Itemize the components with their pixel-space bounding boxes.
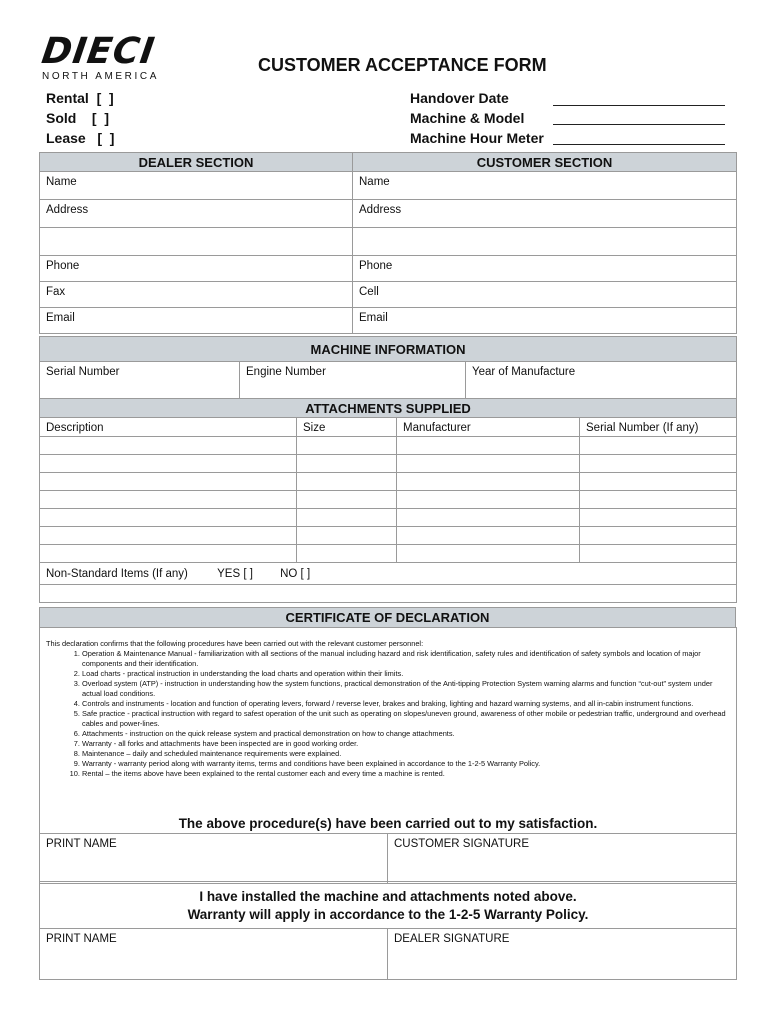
attachment-row: [40, 509, 737, 527]
non-standard-items-label: Non-Standard Items (If any): [46, 568, 188, 580]
hour-meter-label: Machine Hour Meter: [410, 130, 544, 146]
non-standard-items-details[interactable]: [40, 585, 737, 603]
dealer-name-field[interactable]: Name: [40, 172, 353, 200]
customer-address-line2[interactable]: [353, 228, 737, 256]
attachment-row: [40, 491, 737, 509]
attachment-cell[interactable]: [580, 455, 737, 473]
option-lease[interactable]: Lease [ ]: [46, 130, 115, 146]
dealer-customer-table: [39, 152, 737, 334]
logo-brand: DIECI: [39, 31, 158, 72]
attachment-cell[interactable]: [397, 437, 580, 455]
non-standard-no[interactable]: NO [ ]: [280, 568, 311, 580]
machine-info-header: MACHINE INFORMATION: [40, 337, 737, 362]
certificate-item: 9. Warranty - warranty period along with warranty items, terms and conditions have been explained in accordance to the 1-2-5 Warranty Policy.: [82, 759, 730, 769]
customer-name-field[interactable]: Name: [353, 172, 737, 200]
attachment-cell[interactable]: [297, 527, 397, 545]
attachment-cell[interactable]: [580, 509, 737, 527]
handover-date-line[interactable]: [553, 105, 725, 106]
attachment-row: [40, 437, 737, 455]
attachment-cell[interactable]: [397, 527, 580, 545]
dealer-ack-statement-1: I have installed the machine and attachments noted above.: [199, 889, 577, 904]
attachments-header: ATTACHMENTS SUPPLIED: [40, 399, 737, 418]
attachments-serial-header: Serial Number (If any): [580, 418, 737, 437]
dealer-signature-field[interactable]: DEALER SIGNATURE: [388, 929, 737, 980]
attachment-cell[interactable]: [40, 527, 297, 545]
non-standard-items-row: [40, 563, 737, 585]
form-title: CUSTOMER ACCEPTANCE FORM: [258, 55, 547, 75]
attachment-cell[interactable]: [40, 509, 297, 527]
certificate-item: 7. Warranty - all forks and attachments have been inspected are in good working order.: [82, 739, 730, 749]
attachment-cell[interactable]: [297, 491, 397, 509]
attachment-row: [40, 473, 737, 491]
customer-email-field[interactable]: Email: [353, 308, 737, 334]
attachment-cell[interactable]: [40, 473, 297, 491]
attachment-cell[interactable]: [397, 473, 580, 491]
option-rental[interactable]: Rental [ ]: [46, 90, 114, 106]
attachment-cell[interactable]: [297, 473, 397, 491]
attachment-row: [40, 527, 737, 545]
non-standard-yes[interactable]: YES [ ]: [217, 568, 253, 580]
dealer-address-field[interactable]: Address: [40, 200, 353, 228]
certificate-table: [39, 607, 736, 628]
certificate-list: [46, 649, 730, 779]
attachments-manufacturer-header: Manufacturer: [397, 418, 580, 437]
attachments-description-header: Description: [40, 418, 297, 437]
attachment-cell[interactable]: [40, 455, 297, 473]
customer-signature-field[interactable]: CUSTOMER SIGNATURE: [388, 834, 737, 884]
certificate-item: 2. Load charts - practical instruction in understanding the load charts and operation within their limits.: [82, 669, 730, 679]
certificate-item: 5. Safe practice - practical instruction with regard to safest operation of the unit such as operating on slopes/uneven ground, awareness of other mobile or pedestrian traffic, underground and overhead cables and power-lines.: [82, 709, 730, 729]
attachment-cell[interactable]: [397, 545, 580, 563]
customer-section-header: CUSTOMER SECTION: [353, 153, 737, 172]
attachment-cell[interactable]: [397, 509, 580, 527]
attachment-cell[interactable]: [580, 491, 737, 509]
attachment-row: [40, 545, 737, 563]
attachment-cell[interactable]: [297, 437, 397, 455]
attachment-cell[interactable]: [580, 545, 737, 563]
attachment-cell[interactable]: [297, 509, 397, 527]
dealer-email-field[interactable]: Email: [40, 308, 353, 334]
certificate-item: 10. Rental – the items above have been explained to the rental customer each and every time a machine is rented.: [82, 769, 730, 779]
certificate-item: 1. Operation & Maintenance Manual - familiarization with all sections of the manual including hazard and risk identification, safety rules and identification of safety symbols and location of major components and their identification.: [82, 649, 730, 669]
certificate-intro: This declaration confirms that the following procedures have been carried out with the relevant customer personnel:: [46, 639, 424, 648]
customer-phone-field[interactable]: Phone: [353, 256, 737, 282]
serial-number-field[interactable]: Serial Number: [40, 362, 240, 399]
attachment-cell[interactable]: [297, 455, 397, 473]
certificate-item: 6. Attachments - instruction on the quick release system and practical demonstration on how to change attachments.: [82, 729, 730, 739]
attachment-cell[interactable]: [397, 491, 580, 509]
dealer-signature-table: [39, 928, 737, 980]
dealer-ack-statement-2: Warranty will apply in accordance to the 1-2-5 Warranty Policy.: [187, 907, 589, 922]
attachment-cell[interactable]: [40, 491, 297, 509]
dieci-logo: [39, 31, 172, 82]
option-sold[interactable]: Sold [ ]: [46, 110, 109, 126]
dealer-fax-field[interactable]: Fax: [40, 282, 353, 308]
attachment-cell[interactable]: [297, 545, 397, 563]
logo-subtitle: NORTH AMERICA: [42, 71, 159, 82]
dealer-phone-field[interactable]: Phone: [40, 256, 353, 282]
machine-model-line[interactable]: [553, 124, 725, 125]
attachment-cell[interactable]: [40, 545, 297, 563]
attachment-cell[interactable]: [580, 527, 737, 545]
dealer-section-header: DEALER SECTION: [40, 153, 353, 172]
attachment-row: [40, 455, 737, 473]
machine-info-table: [39, 336, 737, 399]
attachment-cell[interactable]: [397, 455, 580, 473]
certificate-header: CERTIFICATE OF DECLARATION: [40, 608, 736, 628]
handover-date-label: Handover Date: [410, 90, 509, 106]
attachment-cell[interactable]: [580, 437, 737, 455]
certificate-item: 4. Controls and instruments - location and function of operating levers, forward / reverse lever, brakes and braking, lighting and hazard warning systems, and all in-cabin instrument functions.: [82, 699, 730, 709]
engine-number-field[interactable]: Engine Number: [240, 362, 466, 399]
attachments-size-header: Size: [297, 418, 397, 437]
customer-address-field[interactable]: Address: [353, 200, 737, 228]
machine-model-label: Machine & Model: [410, 110, 525, 126]
attachment-cell[interactable]: [40, 437, 297, 455]
hour-meter-line[interactable]: [553, 144, 725, 145]
dealer-statement-box: [39, 883, 737, 929]
customer-ack-statement: The above procedure(s) have been carried out to my satisfaction.: [178, 816, 598, 831]
customer-print-name-field[interactable]: PRINT NAME: [40, 834, 388, 884]
year-of-manufacture-field[interactable]: Year of Manufacture: [466, 362, 737, 399]
attachment-cell[interactable]: [580, 473, 737, 491]
certificate-item: 8. Maintenance – daily and scheduled maintenance requirements were explained.: [82, 749, 730, 759]
certificate-item: 3. Overload system (ATP) - instruction in understanding how the system functions, practical demonstration of the Anti-tipping Protection System warning alarms and function “cut-out” system under actual load conditions.: [82, 679, 730, 699]
customer-cell-field[interactable]: Cell: [353, 282, 737, 308]
customer-signature-table: [39, 833, 737, 884]
dealer-print-name-field[interactable]: PRINT NAME: [40, 929, 388, 980]
attachments-table: [39, 398, 737, 603]
dealer-address-line2[interactable]: [40, 228, 353, 256]
